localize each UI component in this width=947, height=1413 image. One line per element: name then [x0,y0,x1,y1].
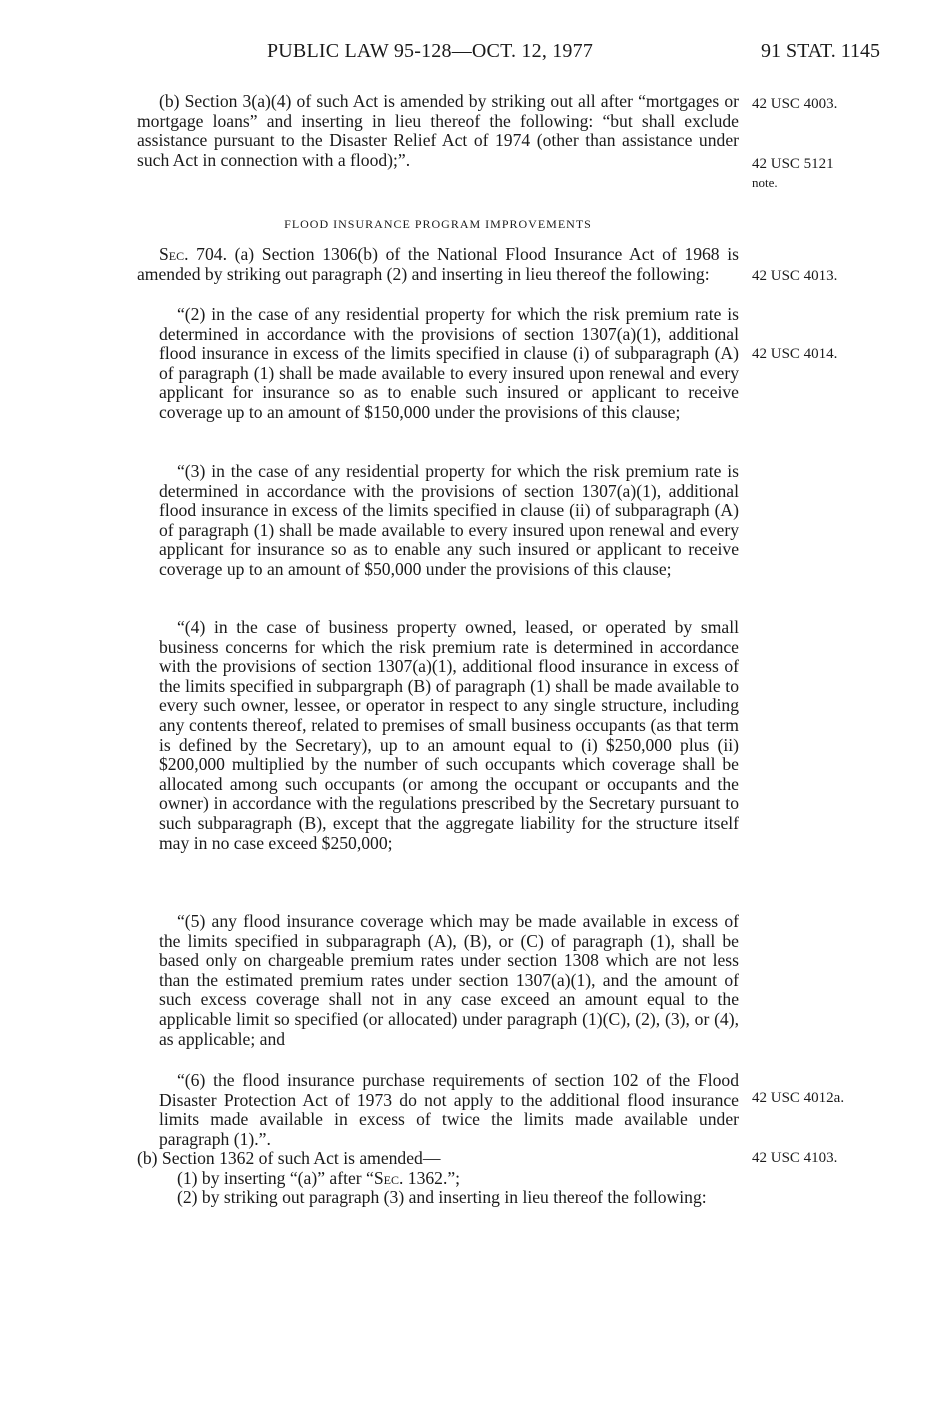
section-heading-block [137,215,739,235]
paragraph-3-text: “(3) in the case of any residential property for which the risk premium rate is determined in accordance with the provisions of section 1307(a)(1), additional flood insurance in excess of the limits specified in clause (ii) of subparagraph (A) of paragraph (1) shall be made available to every insured upon renewal and every applicant for insurance so as to enable any such insured or applicant to receive coverage up to an amount of $50,000 under the provisions of this clause; [159,461,739,579]
clause-1-sec: Sec. [373,1167,404,1188]
paragraph-text: (b) Section 3(a)(4) of such Act is amended by striking out all after “mortgages or mortgage loans” and inserting in lieu thereof the following: “but shall exclude assistance pursuant to the Disaster Relief Act of 1974 (other than assistance under such Act in connection with a flood);”. [137,91,739,170]
paragraph-5-text: “(5) any flood insurance coverage which may be made available in excess of the limits specified in subparagraph (A), (B), or (C) of paragraph (1), shall be based only on chargeable premium rates under section 1308 which are not less than the estimated premium rates under section 1307(a)(1), and the amount of such excess coverage shall not in any case exceed an amount equal to the applicable limit so specified (or allocated) under paragraph (1)(C), (2), (3), or (4), as applicable; and [159,911,739,1049]
margin-note-4003: 42 USC 4003. [752,96,838,112]
running-title: PUBLIC LAW 95-128—OCT. 12, 1977 [266,40,594,62]
clause-1-post: 1362.”; [403,1167,461,1188]
section-label: Sec. [159,244,189,264]
paragraph-2 [137,305,739,423]
page-header [0,40,947,70]
margin-note-5121-note: note. [752,175,778,190]
clause-1 [137,1169,739,1189]
paragraph-b-section-3a4 [137,92,739,170]
section-704-text [137,245,739,284]
paragraph-5 [137,912,739,1049]
statute-page-number: 91 STAT. 1145 [761,40,880,62]
clause-1-pre: (1) by inserting “(a)” after “ [177,1167,374,1188]
paragraph-b-section-1362 [137,1149,739,1208]
margin-note-4103: 42 USC 4103. [752,1150,838,1166]
margin-note-5121: 42 USC 5121 [752,156,834,172]
paragraph-4 [137,618,739,853]
paragraph-6-text: “(6) the flood insurance purchase requirements of section 102 of the Flood Disaster Protection Act of 1973 do not apply to the additional flood insurance limits made available in excess of twice the limits made available under paragraph (1).”. [159,1070,739,1149]
section-704 [137,245,739,284]
section-heading: FLOOD INSURANCE PROGRAM IMPROVEMENTS [284,217,592,231]
paragraph-b-text: (b) Section 1362 of such Act is amended— [137,1148,441,1168]
clause-2: (2) by striking out paragraph (3) and inserting in lieu thereof the following: [177,1187,707,1208]
paragraph-6 [137,1071,739,1149]
section-704-body: 704. (a) Section 1306(b) of the National Flood Insurance Act of 1968 is amended by striking out paragraph (2) and inserting in lieu thereof the following: [137,244,739,284]
paragraph-4-text: “(4) in the case of business property owned, leased, or operated by small business concerns for which the risk premium rate is determined in accordance with the provisions of section 1307(a)(1), additional flood insurance in excess of the limits specified in subpargraph (B) of paragraph (1) shall be made available to every such owner, lessee, or operator in respect to any single structure, including any contents thereof, related to premises of small business occupants (as that term is defined by the Secretary), up to an amount equal to (i) $250,000 plus (ii) $200,000 multiplied by the number of such occupants which coverage shall be allocated among such occupants (or among the occupant or occupants and the owner) in accordance with the regulations prescribed by the Secretary pursuant to such subparagraph (B), except that the aggregate liability for the structure itself may in no case exceed $250,000; [159,617,739,853]
paragraph-3 [137,462,739,580]
margin-note-4012a: 42 USC 4012a. [752,1090,845,1106]
margin-note-4013: 42 USC 4013. [752,268,838,284]
paragraph-2-text: “(2) in the case of any residential property for which the risk premium rate is determined in accordance with the provisions of section 1307(a)(1), additional flood insurance in excess of the limits specified in clause (i) of subparagraph (A) of paragraph (1) shall be made available to every insured upon renewal and every applicant for insurance so as to enable such insured or applicant to receive coverage up to an amount of $150,000 under the provisions of this clause; [159,304,739,422]
margin-note-4014: 42 USC 4014. [752,346,838,362]
